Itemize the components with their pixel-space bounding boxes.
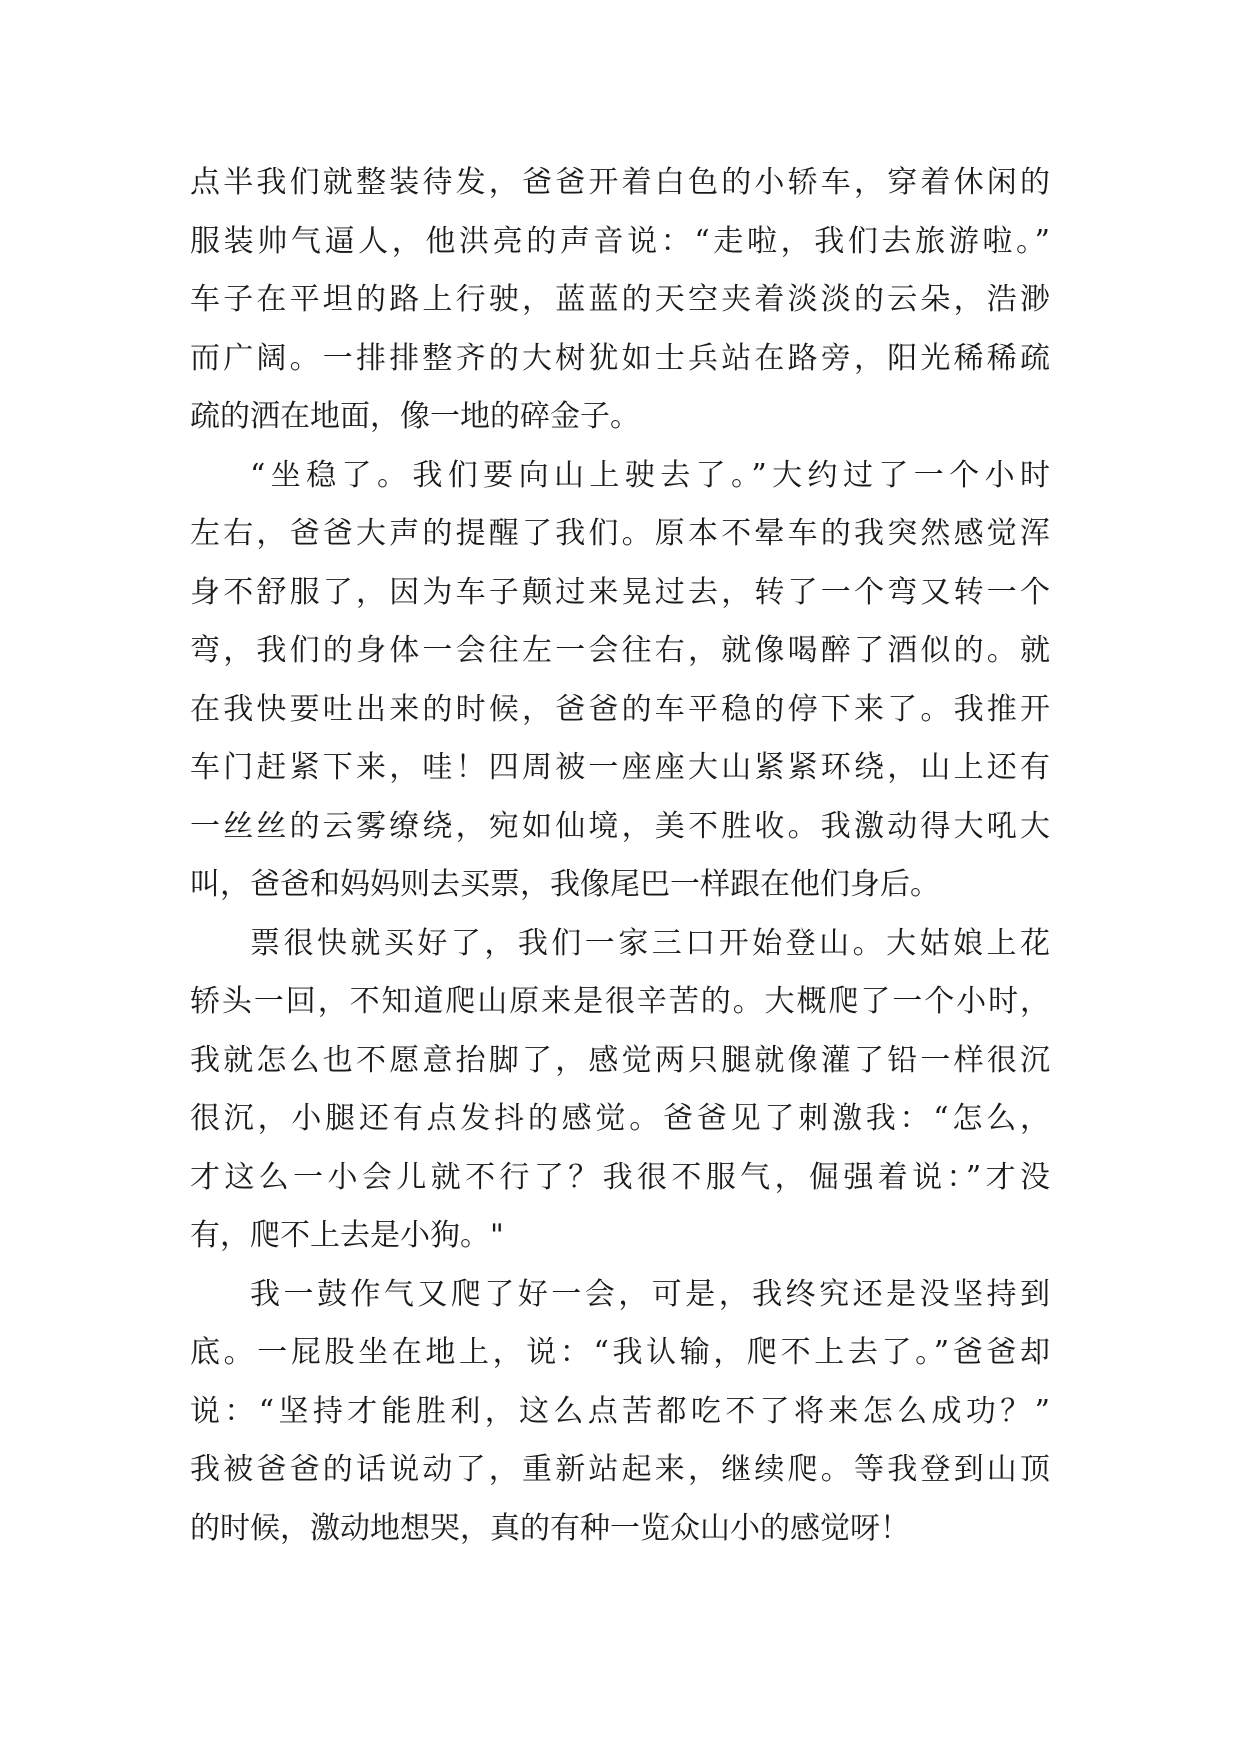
text-line: “坐稳了。我们要向山上驶去了。”大约过了一个小时	[250, 457, 1050, 493]
essay-body	[190, 154, 1050, 1558]
text-line: 在我快要吐出来的时候，爸爸的车平稳的停下来了。我推开	[190, 691, 1050, 727]
text-line: 说：“坚持才能胜利，这么点苦都吃不了将来怎么成功？”	[190, 1393, 1050, 1429]
text-line: 车门赶紧下来，哇！四周被一座座大山紧紧环绕，山上还有	[190, 750, 1050, 785]
text-line: 我被爸爸的话说动了，重新站起来，继续爬。等我登到山顶	[190, 1452, 1050, 1487]
text-line: 底。一屁股坐在地上，说：“我认输，爬不上去了。”爸爸却	[190, 1335, 1050, 1370]
text-line: 叫，爸爸和妈妈则去买票，我像尾巴一样跟在他们身后。	[190, 867, 940, 902]
text-line: 才这么一小会儿就不行了？我很不服气，倔强着说：”才没	[190, 1159, 1050, 1195]
text-line: 票很快就买好了，我们一家三口开始登山。大姑娘上花	[250, 925, 1050, 961]
text-line: 有，爬不上去是小狗。"	[190, 1218, 504, 1253]
text-line: 一丝丝的云雾缭绕，宛如仙境，美不胜收。我激动得大吼大	[190, 808, 1050, 844]
text-line: 左右，爸爸大声的提醒了我们。原本不晕车的我突然感觉浑	[190, 516, 1050, 551]
text-line: 的时候，激动地想哭，真的有种一览众山小的感觉呀！	[190, 1510, 910, 1546]
text-line: 身不舒服了，因为车子颠过来晃过去，转了一个弯又转一个	[190, 574, 1050, 610]
text-line: 服装帅气逼人，他洪亮的声音说：“走啦，我们去旅游啦。”	[190, 223, 1050, 259]
text-line: 很沉，小腿还有点发抖的感觉。爸爸见了刺激我：“怎么，	[190, 1101, 1050, 1136]
text-line: 疏的洒在地面，像一地的碎金子。	[190, 399, 640, 434]
text-line: 我就怎么也不愿意抬脚了，感觉两只腿就像灌了铅一样很沉	[190, 1042, 1050, 1078]
text-line: 点半我们就整装待发，爸爸开着白色的小轿车，穿着休闲的	[190, 165, 1050, 200]
text-line: 车子在平坦的路上行驶，蓝蓝的天空夹着淡淡的云朵，浩渺	[190, 282, 1050, 317]
text-line: 弯，我们的身体一会往左一会往右，就像喝醉了酒似的。就	[190, 633, 1050, 668]
text-line: 我一鼓作气又爬了好一会，可是，我终究还是没坚持到	[250, 1276, 1050, 1312]
text-line: 而广阔。一排排整齐的大树犹如士兵站在路旁，阳光稀稀疏	[190, 340, 1050, 376]
text-line: 轿头一回，不知道爬山原来是很辛苦的。大概爬了一个小时，	[190, 984, 1050, 1019]
